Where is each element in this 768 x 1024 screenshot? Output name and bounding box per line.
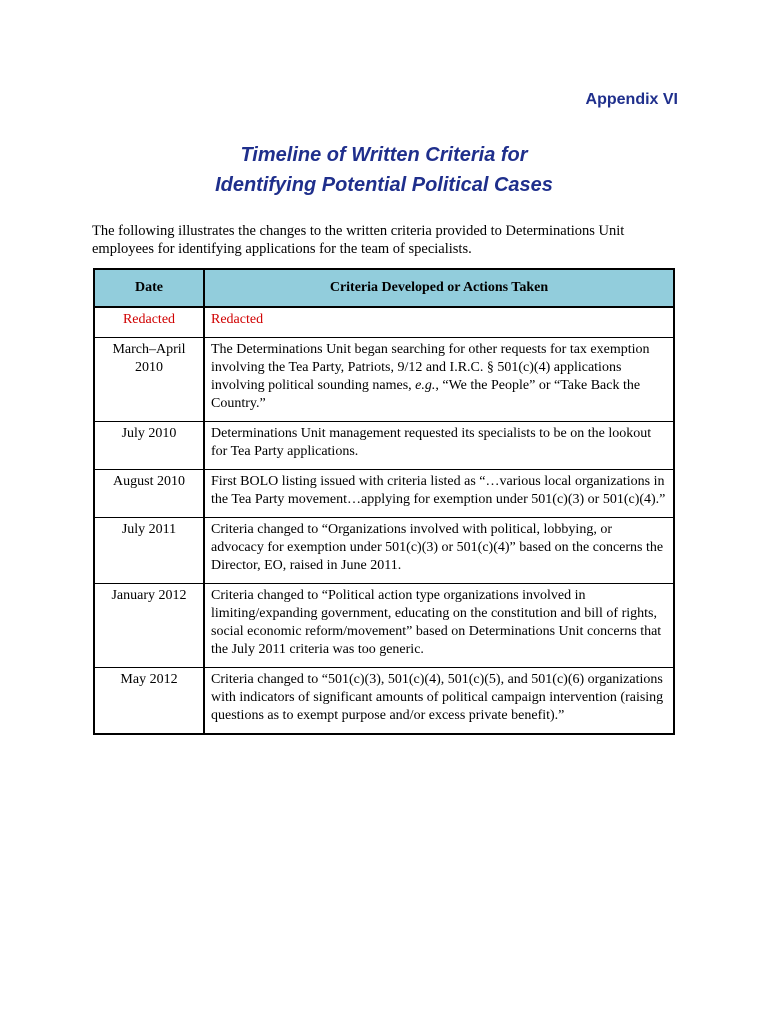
timeline-table: [93, 268, 675, 735]
page-title: [0, 140, 768, 200]
row-criteria: [204, 338, 674, 422]
row-criteria: Determinations Unit management requested its specialists to be on the lookout for Tea Party applications.: [204, 422, 674, 470]
row-date: July 2010: [94, 422, 204, 470]
row-criteria: Redacted: [204, 307, 674, 338]
row-date: August 2010: [94, 470, 204, 518]
table-row: [94, 584, 674, 668]
table-row: [94, 307, 674, 338]
row-date: Redacted: [94, 307, 204, 338]
table-header-row: [94, 269, 674, 307]
header-criteria: Criteria Developed or Actions Taken: [204, 269, 674, 307]
table-row: [94, 470, 674, 518]
criteria-text: , “We the People” or “Take Back the Country.”: [211, 378, 641, 411]
criteria-italic: e.g.: [415, 378, 436, 393]
table-row: [94, 518, 674, 584]
header-date: Date: [94, 269, 204, 307]
row-date: March–April 2010: [94, 338, 204, 422]
row-date: July 2011: [94, 518, 204, 584]
row-criteria: First BOLO listing issued with criteria listed as “…various local organizations in the Tea Party movement…applying for exemption under 501(c)(3) or 501(c)(4).”: [204, 470, 674, 518]
row-date: January 2012: [94, 584, 204, 668]
row-criteria: Criteria changed to “501(c)(3), 501(c)(4), 501(c)(5), and 501(c)(6) organizations with indicators of significant amounts of political campaign intervention (raising questions as to exempt purpose and/or excess private benefit).”: [204, 668, 674, 735]
criteria-text: The Determinations Unit began searching for other requests for tax exemption involving the Tea Party, Patriots, 9/12 and I.R.C. § 501(c)(4) applications involving political sounding names,: [211, 342, 650, 393]
title-line-1: Timeline of Written Criteria for: [240, 144, 528, 166]
appendix-label: Appendix VI: [585, 91, 678, 108]
table-row: [94, 422, 674, 470]
row-criteria: Criteria changed to “Political action type organizations involved in limiting/expanding government, educating on the constitution and bill of rights, social economic reform/movement” based on Determinations Unit concerns that the July 2011 criteria was too generic.: [204, 584, 674, 668]
table-row: [94, 338, 674, 422]
title-line-2: Identifying Potential Political Cases: [215, 174, 553, 196]
row-date: May 2012: [94, 668, 204, 735]
intro-paragraph: The following illustrates the changes to the written criteria provided to Determinations Unit employees for identifying applications for the team of specialists.: [92, 223, 625, 257]
table-row: [94, 668, 674, 735]
row-criteria: Criteria changed to “Organizations involved with political, lobbying, or advocacy for exemption under 501(c)(3) or 501(c)(4)” based on the concerns the Director, EO, raised in June 2011.: [204, 518, 674, 584]
